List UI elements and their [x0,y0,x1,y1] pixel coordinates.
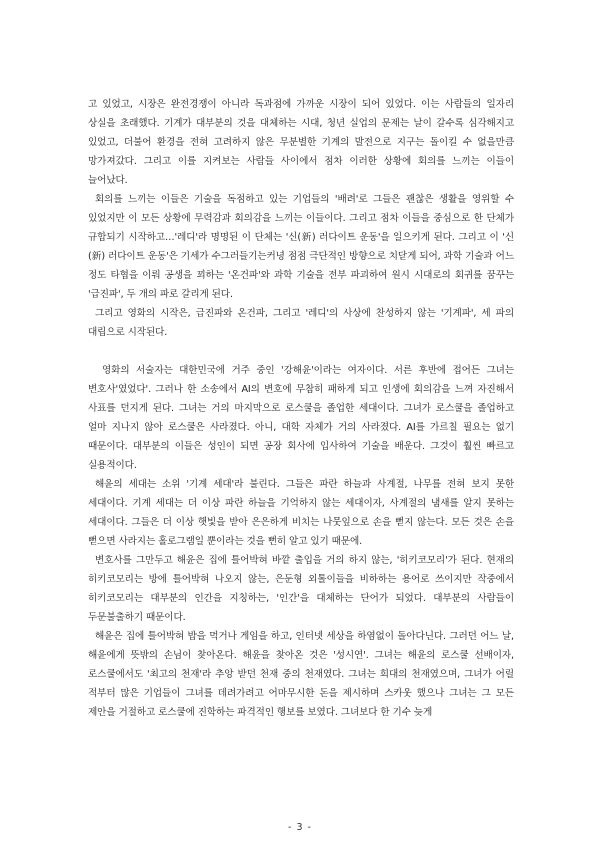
paragraph-7: 해윤은 집에 틀어박혀 밥을 먹거나 게임을 하고, 인터넷 세상을 하염없이 돌아다닌다. 그러던 어느 날, 해윤에게 뜻밖의 손님이 찾아온다. 해윤을 찾아온 것은 '성시연'. 그녀는 해윤의 로스쿨 선배이자, 로스쿨에서도 '최고의 천재'라 추앙 받던 천재 중의 천재였다. 그녀는 희대의 천재였으며, 그녀가 어릴 적부터 많은 기업들이 그녀를 데려가려고 어마무시한 돈을 제시하며 스카웃 했으나 그녀는 그 모든 제안을 거절하고 로스쿨에 진학하는 파격적인 행보를 보였다. 그녀보다 한 기수 늦게 [88,631,514,718]
page-number: - 3 - [288,822,312,833]
paragraph-2: 회의를 느끼는 이들은 기술을 독점하고 있는 기업들의 '배려'로 그들은 괜찮은 생활을 영위할 수 있었지만 이 모든 상황에 무력감과 회의감을 느끼는 이들이다. 그리고 점차 이들을 중심으로 한 단체가 규합되기 시작하고…'레디'라 명명된 이 단체는 '신(新) 러다이트 운동'을 일으키게 된다. 그리고 이 '신(新) 러다이트 운동'은 기세가 수그러들기는커녕 점점 극단적인 방향으로 치닫게 되어, 과학 기술과 어느 정도 타협을 이뤄 공생을 꾀하는 '온건파'와 과학 기술을 전부 파괴하여 원시 시대로의 회귀를 꿈꾸는 '급진파', 두 개의 파로 갈리게 된다. [88,194,514,300]
paragraph-4: 영화의 서술자는 대한민국에 거주 중인 '강해윤'이라는 여자이다. 서른 후반에 접어든 그녀는 변호사'였었다'. 그러나 한 소송에서 AI의 변호에 무참히 패하게 되고 인생에 회의감을 느껴 자진해서 사표를 던지게 된다. 그녀는 거의 마지막으로 로스쿨을 졸업한 세대이다. 그녀가 로스쿨을 졸업하고 얼마 지나지 않아 로스쿨은 사라졌다. 아니, 대학 자체가 거의 사라졌다. AI를 가르칠 필요는 없기 때문이다. 대부분의 이들은 성인이 되면 공장 회사에 입사하여 기술을 배운다. 그것이 훨씬 빠르고 실용적이다. [88,365,514,471]
paragraph-3: 그리고 영화의 시작은, 급진파와 온건파, 그리고 '레디'의 사상에 찬성하지 않는 '기계파', 세 파의 대립으로 시작된다. [88,308,514,338]
document-body [88,95,514,722]
paragraph-1: 고 있었고, 시장은 완전경쟁이 아니라 독과점에 가까운 시장이 되어 있었다. 이는 사람들의 일자리 상실을 초래했다. 기계가 대부분의 것을 대체하는 시대, 청년 실업의 문제는 날이 갈수록 심각해지고 있었고, 더불어 환경을 전혀 고려하지 않은 무분별한 기계의 발전으로 지구는 돌이킬 수 없을만큼 망가져갔다. 그리고 이를 지켜보는 사람들 사이에서 점차 이러한 상황에 회의를 느끼는 이들이 늘어났다. [88,99,514,186]
paragraph-5: 해윤의 세대는 소위 '기계 세대'라 불린다. 그들은 파란 하늘과 사계절, 나무를 전혀 보지 못한 세대이다. 기계 세대는 더 이상 파란 하늘을 기억하지 않는 세대이자, 사계절의 냄새를 알지 못하는 세대이다. 그들은 더 이상 햇빛을 받아 은은하게 비치는 나뭇잎으로 손을 뻗지 않는다. 모든 것은 손을 뻗으면 사라지는 홀로그램일 뿐이라는 것을 뻔히 알고 있기 때문에. [88,479,514,547]
paragraph-spacer [88,342,514,361]
paragraph-6: 변호사를 그만두고 해윤은 집에 틀어박혀 바깥 출입을 거의 하지 않는, '히키코모리'가 된다. 현재의 히키코모리는 방에 틀어박혀 나오지 않는, 은둔형 외톨이들을 비하하는 용어로 쓰이지만 작중에서 히키코모리는 대부분의 인간을 지칭하는, '인간'을 대체하는 단어가 되었다. 대부분의 사람들이 두문불출하기 때문이다. [88,555,514,623]
